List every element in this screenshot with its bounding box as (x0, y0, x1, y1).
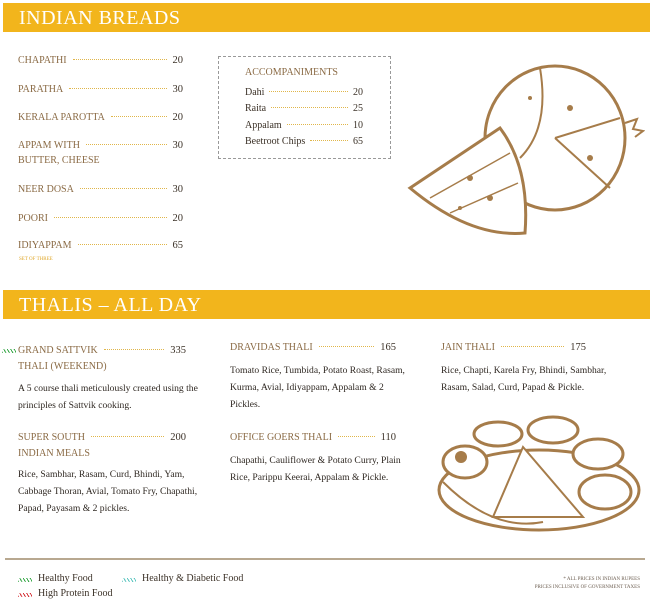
menu-item (441, 342, 586, 353)
item-name: Raita (245, 103, 267, 114)
protein-food-icon (18, 593, 32, 597)
item-price: 165 (380, 342, 396, 353)
footer-divider (5, 558, 645, 560)
item-name: GRAND SATTVIK (18, 345, 98, 356)
item-description: Chapathi, Cauliflower & Potato Curry, Plain Rice, Parippu Keerai, Appalam & Pickle. (230, 455, 401, 483)
menu-item (230, 342, 396, 353)
item-name: BUTTER, CHEESE (18, 155, 100, 166)
item-price: 335 (170, 345, 186, 356)
menu-item (18, 84, 183, 95)
item-description: A 5 course thali meticulously created using the principles of Sattvik cooking. (18, 383, 198, 411)
item-note: SET OF THREE (19, 257, 53, 262)
item-name: KERALA PAROTTA (18, 112, 105, 123)
item-price: 20 (172, 213, 183, 224)
item-name: DRAVIDAS THALI (230, 342, 313, 353)
price-note: * ALL PRICES IN INDIAN RUPEES (563, 577, 640, 582)
menu-item (18, 112, 183, 123)
item-description: Tomato Rice, Tumbida, Potato Roast, Rasam, Kurma, Avial, Idiyappam, Appalam & 2 Pickles. (230, 365, 405, 410)
item-name: SUPER SOUTH (18, 432, 85, 443)
menu-item (245, 103, 363, 114)
healthy-food-icon (18, 578, 32, 582)
thali-illustration (433, 412, 645, 532)
menu-item (245, 120, 363, 131)
item-price: 10 (353, 120, 363, 131)
item-name: APPAM WITH (18, 140, 80, 151)
item-name: OFFICE GOERS THALI (230, 432, 333, 443)
item-price: 30 (172, 140, 183, 151)
item-name: PARATHA (18, 84, 64, 95)
accompaniments-title: ACCOMPANIMENTS (245, 67, 338, 78)
item-price: 65 (172, 240, 183, 251)
item-price: 30 (172, 184, 183, 195)
item-price: 25 (353, 103, 363, 114)
bread-illustration (400, 58, 645, 253)
item-price: 200 (170, 432, 186, 443)
item-price: 20 (172, 112, 183, 123)
tax-note: PRICES INCLUSIVE OF GOVERNMENT TAXES (534, 585, 640, 590)
menu-item (18, 345, 186, 356)
menu-item (18, 140, 183, 151)
accompaniments-box (218, 56, 391, 159)
menu-item (18, 240, 183, 251)
section-header-breads (3, 3, 650, 32)
item-price: 20 (172, 55, 183, 66)
item-price: 30 (172, 84, 183, 95)
item-name: Appalam (245, 120, 282, 131)
menu-item (18, 55, 183, 66)
legend-diabetic: Healthy & Diabetic Food (142, 573, 244, 584)
diabetic-food-icon (122, 578, 136, 582)
item-name: CHAPATHI (18, 55, 67, 66)
item-name: INDIAN MEALS (18, 448, 90, 459)
menu-item (230, 432, 396, 443)
item-name: Dahi (245, 87, 265, 98)
bread-folded (410, 128, 526, 233)
menu-item (18, 432, 186, 443)
item-price: 175 (570, 342, 586, 353)
healthy-food-icon (2, 349, 16, 353)
item-name: Beetroot Chips (245, 136, 306, 147)
item-name: IDIYAPPAM (18, 240, 72, 251)
legend-healthy: Healthy Food (38, 573, 93, 584)
item-price: 20 (353, 87, 363, 98)
item-name-cont (18, 361, 107, 372)
item-name-cont (18, 448, 90, 459)
item-name: THALI (WEEKEND) (18, 361, 107, 372)
item-name-cont (18, 155, 100, 166)
menu-item (245, 136, 363, 147)
section-header-thalis (3, 290, 650, 319)
item-description: Rice, Chapti, Karela Fry, Bhindi, Sambhar, Rasam, Salad, Curd, Papad & Pickle. (441, 365, 607, 393)
section-title: THALIS – ALL DAY (19, 294, 202, 316)
legend-protein: High Protein Food (38, 588, 113, 599)
item-price: 110 (380, 432, 396, 443)
menu-item (245, 87, 363, 98)
item-name: JAIN THALI (441, 342, 495, 353)
item-description: Rice, Sambhar, Rasam, Curd, Bhindi, Yam, Cabbage Thoran, Avial, Tomato Fry, Chapathi, Papad, Payasam & 2 pickles. (18, 469, 198, 514)
item-name: NEER DOSA (18, 184, 74, 195)
item-name: POORI (18, 213, 49, 224)
section-title: INDIAN BREADS (19, 7, 181, 29)
item-price: 65 (353, 136, 363, 147)
menu-item (18, 213, 183, 224)
menu-item (18, 184, 183, 195)
